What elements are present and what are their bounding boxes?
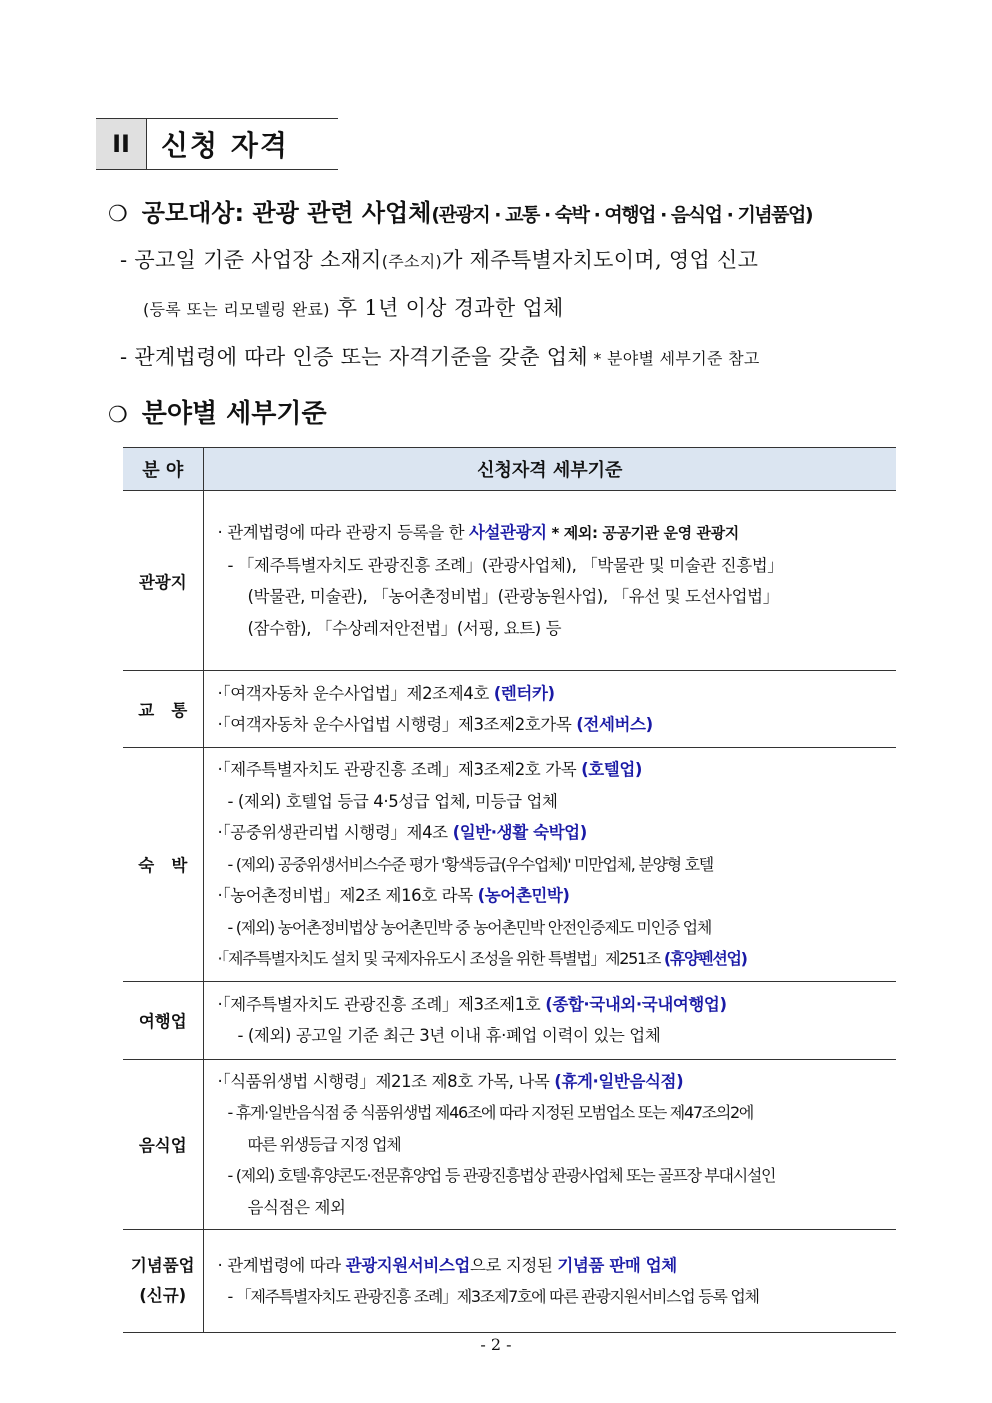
criteria-cell xyxy=(203,1059,896,1230)
criteria-line: - 「제주특별자치도 관광진흥 조례」제3조제7호에 따른 관광지원서비스업 등록 업체 xyxy=(227,1287,759,1306)
criteria-line: ·「제주특별자치도 관광진흥 조례」제3조제1호 (종합·국내외·국내여행업) xyxy=(217,994,727,1014)
criteria-cell xyxy=(203,671,896,748)
criteria-line: 따른 위생등급 지정 업체 xyxy=(247,1134,401,1154)
heading-target-text: 공모대상: 관광 관련 사업체 xyxy=(141,199,432,227)
criteria-line: - (제외) 공중위생서비스수준 평가 '황색등급(우수업체)' 미만업체, 분양형 호텔 xyxy=(227,854,713,874)
table-row xyxy=(123,981,896,1059)
heading-target xyxy=(108,193,812,228)
criteria-line: (박물관, 미술관), 「농어촌정비법」(관광농원사업), 「유선 및 도선사업법」 xyxy=(247,587,779,606)
criteria-line: - (제외) 호텔업 등급 4·5성급 업체, 미등급 업체 xyxy=(227,791,558,811)
circle-bullet-icon: ❍ xyxy=(108,403,128,428)
eligibility-line-2 xyxy=(143,292,564,322)
criteria-line: - (제외) 공고일 기준 최근 3년 이내 휴·폐업 이력이 있는 업체 xyxy=(237,1026,661,1045)
criteria-line: 음식점은 제외 xyxy=(247,1197,346,1217)
table-row xyxy=(123,748,896,982)
field-cell: 숙 박 xyxy=(123,748,203,982)
field-cell: 여행업 xyxy=(123,981,203,1059)
section-header xyxy=(96,118,338,170)
table-row xyxy=(123,1059,896,1230)
header-field: 분 야 xyxy=(123,448,203,491)
field-cell: 음식업 xyxy=(123,1059,203,1230)
criteria-line: · 관계법령에 따라 관광지 등록을 한 사설관광지 * 제외: 공공기관 운영 관광지 xyxy=(217,523,739,542)
criteria-cell xyxy=(203,491,896,671)
criteria-line: ·「식품위생법 시행령」제21조 제8호 가목, 나목 (휴게·일반음식점) xyxy=(217,1071,684,1091)
criteria-line: ·「여객자동차 운수사업법」제2조제4호 (렌터카) xyxy=(217,683,555,703)
criteria-table xyxy=(123,447,896,1333)
criteria-line: - (제외) 농어촌정비법상 농어촌민박 중 농어촌민박 안전인증제도 미인증 업체 xyxy=(227,917,711,937)
criteria-line: (잠수함), 「수상레저안전법」(서핑, 요트) 등 xyxy=(247,618,562,638)
line3-text: - 관계법령에 따라 인증 또는 자격기준을 갖춘 업체 xyxy=(120,345,588,369)
line1-small: (주소지) xyxy=(381,252,443,271)
table-row xyxy=(123,1230,896,1333)
heading-target-sub: (관광지 · 교통 · 숙박 · 여행업 · 음식업 · 기념품업) xyxy=(431,204,813,226)
criteria-line: - (제외) 호텔·휴양콘도·전문휴양업 등 관광진흥법상 관광사업체 또는 골프장 부대시설인 xyxy=(227,1166,776,1185)
criteria-line: ·「농어촌정비법」제2조 제16호 라목 (농어촌민박) xyxy=(217,886,570,905)
heading-criteria-text: 분야별 세부기준 xyxy=(141,399,327,429)
field-tag: (신규) xyxy=(139,1286,187,1305)
field-cell: 교 통 xyxy=(123,671,203,748)
circle-bullet-icon: ❍ xyxy=(108,202,128,227)
criteria-line: · 관계법령에 따라 관광지원서비스업으로 지정된 기념품 판매 업체 xyxy=(217,1255,677,1275)
criteria-line: - 휴게·일반음식점 중 식품위생법 제46조에 따라 지정된 모범업소 또는 제47조의2에 xyxy=(227,1103,754,1122)
section-title: 신청 자격 xyxy=(161,129,289,162)
line3-note: * 분야별 세부기준 참고 xyxy=(587,349,760,368)
eligibility-line-3 xyxy=(120,341,760,371)
table-row xyxy=(123,671,896,748)
criteria-cell xyxy=(203,748,896,982)
page-number: - 2 - xyxy=(480,1335,512,1354)
header-criteria: 신청자격 세부기준 xyxy=(203,448,896,491)
criteria-line: ·「제주특별자치도 설치 및 국제자유도시 조성을 위한 특별법」제251조 (휴양펜션업) xyxy=(217,949,747,968)
line1-text: - 공고일 기준 사업장 소재지 xyxy=(120,248,382,272)
heading-criteria xyxy=(108,393,327,430)
table-row xyxy=(123,491,896,671)
eligibility-line-1 xyxy=(120,244,758,274)
criteria-line: ·「공중위생관리법 시행령」제4조 (일반·생활 숙박업) xyxy=(217,823,587,842)
table-header-row xyxy=(123,448,896,491)
field-cell xyxy=(123,1230,203,1333)
criteria-cell xyxy=(203,1230,896,1333)
line1-end: 가 제주특별자치도이며, 영업 신고 xyxy=(442,248,759,272)
line2-end: 후 1년 이상 경과한 업체 xyxy=(329,296,564,320)
criteria-line: ·「제주특별자치도 관광진흥 조례」제3조제2호 가목 (호텔업) xyxy=(217,760,643,779)
criteria-line: ·「여객자동차 운수사업법 시행령」제3조제2호가목 (전세버스) xyxy=(217,715,653,734)
field-cell: 관광지 xyxy=(123,491,203,671)
criteria-line: - 「제주특별자치도 관광진흥 조례」(관광사업체), 「박물관 및 미술관 진흥법」 xyxy=(227,555,784,575)
criteria-cell xyxy=(203,981,896,1059)
field-name: 기념품업 xyxy=(130,1256,195,1275)
section-number: II xyxy=(96,119,147,169)
line2-small: (등록 또는 리모델링 완료) xyxy=(143,300,330,319)
